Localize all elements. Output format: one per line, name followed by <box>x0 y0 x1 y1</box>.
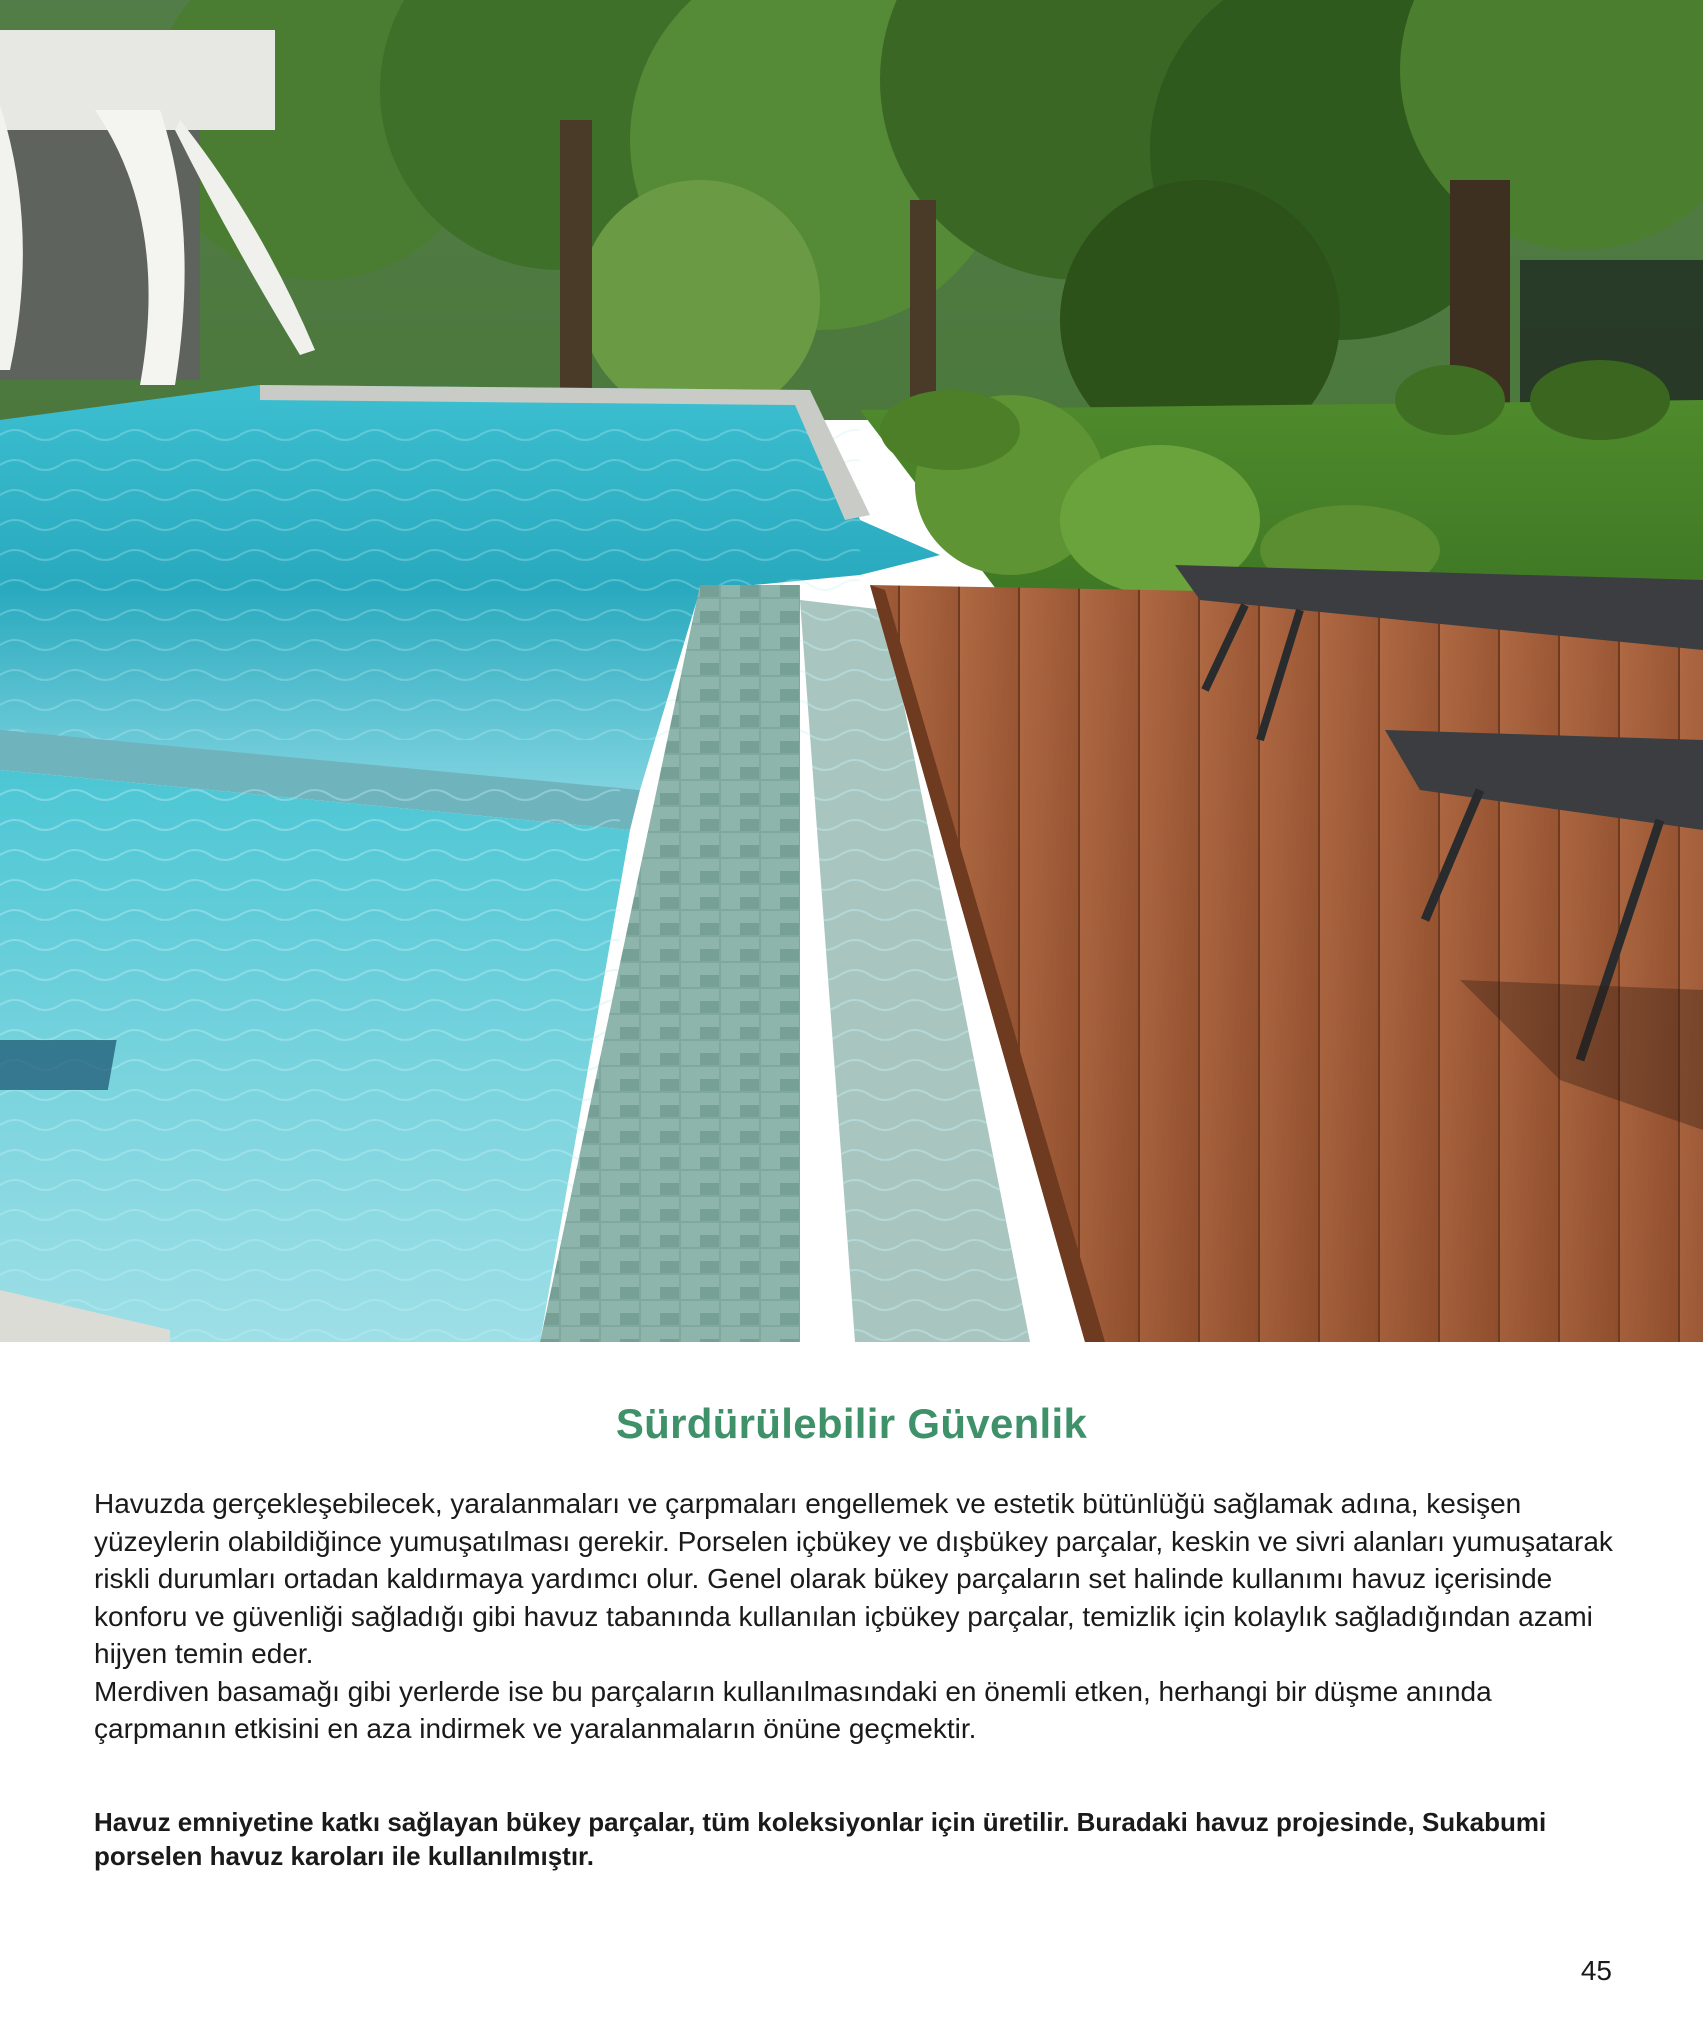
page-number: 45 <box>1580 1955 1612 1986</box>
product-note-text: Havuz emniyetine katkı sağlayan bükey parçalar, tüm koleksiyonlar için üretilir. Buradaki havuz projesinde, Sukabumi porselen havuz karoları ile kullanılmıştır. <box>94 1807 1547 1871</box>
section-title: Sürdürülebilir Güvenlik <box>615 1400 1088 1447</box>
body-paragraph-1: Havuzda gerçekleşebilecek, yaralanmaları ve çarpmaları engellemek ve estetik bütünlüğü sağlamak adına, kesişen yüzeylerin olabildiğince yumuşatılması gerekir. Porselen içbükey ve dışbükey parçalar, keskin ve sivri alanları yumuşatarak riskli durumları ortadan kaldırmaya yardımcı olur. Genel olarak bükey parçaların set halinde kullanımı havuz içerisinde konforu ve güvenliği sağladığı gibi havuz tabanında kullanılan içbükey parçalar, temizlik için kolaylık sağladığından azami hijyen temin eder. <box>94 1488 1613 1669</box>
body-text <box>94 1485 1624 1748</box>
product-note <box>94 1805 1624 1873</box>
body-paragraph-2: Merdiven basamağı gibi yerlerde ise bu parçaların kullanılmasındaki en önemli etken, herhangi bir düşme anında çarpmanın etkisini en aza indirmek ve yaralanmaların önüne geçmektir. <box>94 1675 1492 1744</box>
